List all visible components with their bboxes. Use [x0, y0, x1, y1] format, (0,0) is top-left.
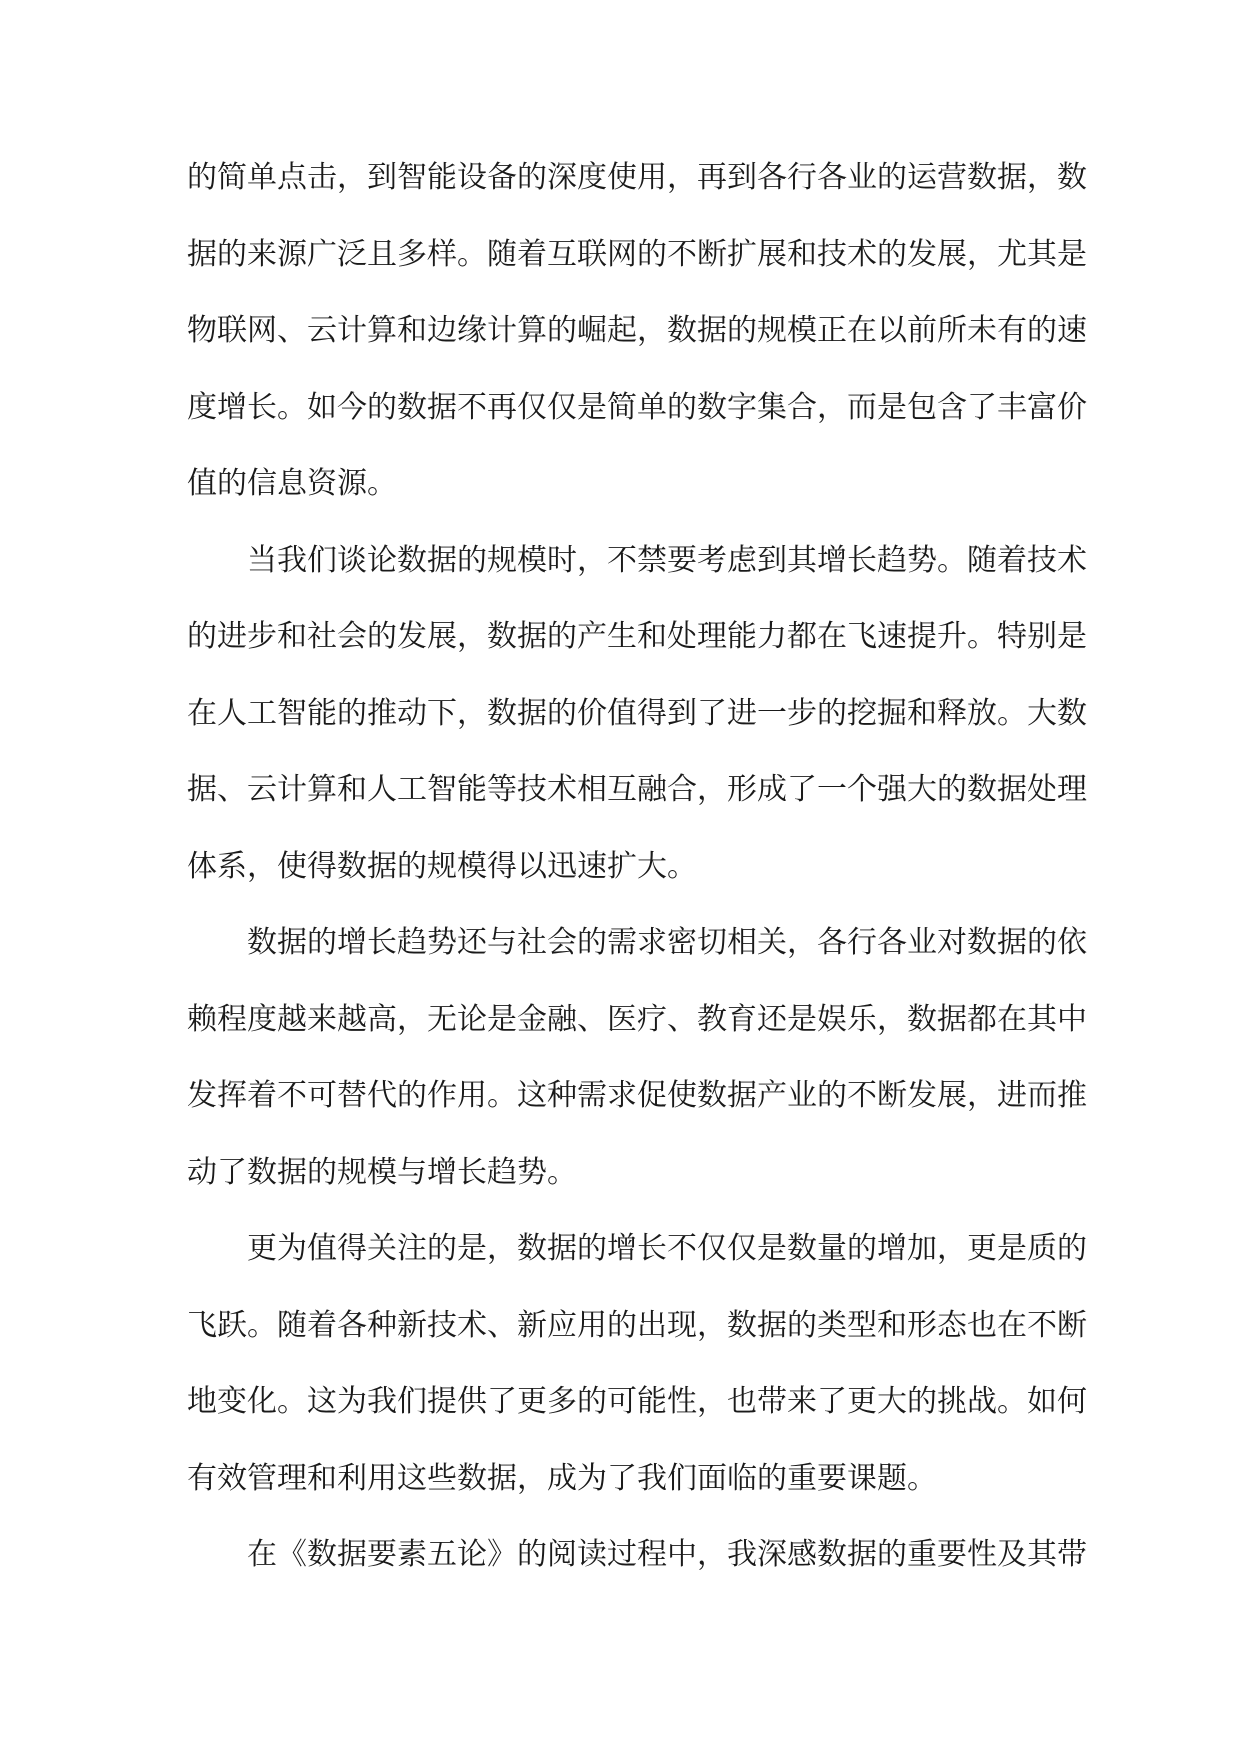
text-line: 据的来源广泛且多样。随着互联网的不断扩展和技术的发展，尤其是 — [187, 236, 1087, 272]
text-line: 的简单点击，到智能设备的深度使用，再到各行各业的运营数据，数 — [187, 160, 1087, 195]
text-line: 在人工智能的推动下，数据的价值得到了进一步的挖掘和释放。大数 — [187, 695, 1087, 731]
text-line: 发挥着不可替代的作用。这种需求促使数据产业的不断发展，进而推 — [187, 1078, 1087, 1113]
text-line: 体系，使得数据的规模得以迅速扩大。 — [187, 848, 697, 884]
text-line: 地变化。这为我们提供了更多的可能性，也带来了更大的挑战。如何 — [187, 1384, 1087, 1419]
text-line: 数据的增长趋势还与社会的需求密切相关，各行各业对数据的依 — [247, 925, 1087, 960]
text-line: 赖程度越来越高，无论是金融、医疗、教育还是娱乐，数据都在其中 — [187, 1001, 1087, 1037]
text-line: 在《数据要素五论》的阅读过程中，我深感数据的重要性及其带 — [247, 1537, 1087, 1572]
paragraph-5 — [187, 1517, 1087, 1594]
text-line: 动了数据的规模与增长趋势。 — [187, 1154, 577, 1190]
paragraph-3 — [187, 905, 1087, 1211]
text-line: 当我们谈论数据的规模时，不禁要考虑到其增长趋势。随着技术 — [247, 542, 1087, 578]
text-line: 据、云计算和人工智能等技术相互融合，形成了一个强大的数据处理 — [187, 772, 1087, 807]
text-line: 物联网、云计算和边缘计算的崛起，数据的规模正在以前所未有的速 — [187, 313, 1087, 348]
text-line: 有效管理和利用这些数据，成为了我们面临的重要课题。 — [187, 1460, 937, 1496]
text-line: 的进步和社会的发展，数据的产生和处理能力都在飞速提升。特别是 — [187, 619, 1087, 654]
text-line: 值的信息资源。 — [187, 466, 397, 501]
paragraph-2 — [187, 523, 1087, 906]
document-body — [187, 140, 1087, 1594]
text-line: 飞跃。随着各种新技术、新应用的出现，数据的类型和形态也在不断 — [187, 1307, 1087, 1343]
paragraph-1 — [187, 140, 1087, 523]
paragraph-4 — [187, 1211, 1087, 1517]
text-line: 度增长。如今的数据不再仅仅是简单的数字集合，而是包含了丰富价 — [187, 389, 1087, 425]
text-line: 更为值得关注的是，数据的增长不仅仅是数量的增加，更是质的 — [247, 1231, 1087, 1266]
